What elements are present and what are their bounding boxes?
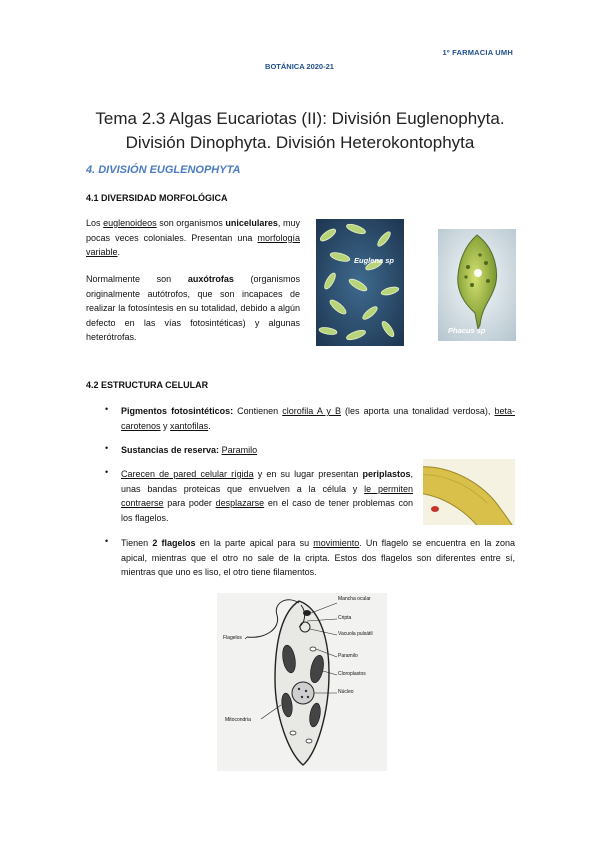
title-line-1: Tema 2.3 Algas Eucariotas (II): División Euglenophyta. <box>95 109 505 128</box>
bullet-periplast: Carecen de pared celular rígida y en su lugar presentan periplastos, unas bandas proteicas que envuelven a la célula y le permiten contraerse para poder desplazarse en el caso de tener problemas con los flagelos. <box>121 469 413 523</box>
paragraph-auxotrophs: Normalmente son auxótrofas (organismos originalmente autótrofos, que son incapaces de realizar la fotosíntesis en su totalidad, debido a algún defecto en las vías fotosintéticas) y algunas heterótrofas. <box>86 274 300 342</box>
header-course-year: 1º FARMACIA UMH <box>442 48 513 57</box>
diagram-label-mitochondria: Mitocondria <box>225 717 251 723</box>
page-title <box>80 107 520 155</box>
paragraph-morphology: Los euglenoideos son organismos unicelulares, muy pocas veces coloniales. Presentan una morfología variable. <box>86 218 300 257</box>
euglena-structure-diagram <box>217 593 387 771</box>
title-line-2: División Dinophyta. División Heterokontophyta <box>125 133 475 152</box>
diagram-label-eyespot: Mancha ocular <box>338 596 371 602</box>
bullet-dot: • <box>105 536 109 546</box>
bullet-pigments: Pigmentos fotosintéticos: Contienen clorofila A y B (les aporta una tonalidad verdosa), beta-carotenos y xantofilas. <box>121 406 515 431</box>
phacus-image <box>438 229 516 341</box>
bullet-reserve: Sustancias de reserva: Paramilo <box>121 445 258 455</box>
phacus-label: Phacus sp <box>448 326 486 335</box>
euglena-label: Euglena sp <box>354 256 395 265</box>
diagram-label-paramylon: Paramilo <box>338 653 358 659</box>
euglena-image <box>316 219 404 346</box>
diagram-label-nucleus: Núcleo <box>338 689 354 695</box>
section-heading: 4. DIVISIÓN EUGLENOPHYTA <box>86 164 241 176</box>
subsection-heading-4-2: 4.2 ESTRUCTURA CELULAR <box>86 380 209 390</box>
bullet-dot: • <box>105 443 109 453</box>
subsection-heading-4-1: 4.1 DIVERSIDAD MORFOLÓGICA <box>86 193 228 203</box>
periplast-image <box>423 459 515 525</box>
diagram-label-crypt: Cripta <box>338 615 352 621</box>
diagram-label-vacuole: Vacuola pulsátil <box>338 631 373 637</box>
bullet-dot: • <box>105 404 109 414</box>
bullet-flagella: Tienen 2 flagelos en la parte apical para su movimiento. Un flagelo se encuentra en la zona apical, mientras que el otro no sale de la cripta. Estos dos flagelos son diferentes entre sí, mientras que uno es liso, el otro tiene filamentos. <box>121 538 515 577</box>
bullet-dot: • <box>105 467 109 477</box>
header-subject: BOTÁNICA 2020-21 <box>265 62 334 71</box>
diagram-label-flagella: Flagelos <box>223 635 242 641</box>
diagram-label-chloroplasts: Cloroplastos <box>338 671 366 677</box>
